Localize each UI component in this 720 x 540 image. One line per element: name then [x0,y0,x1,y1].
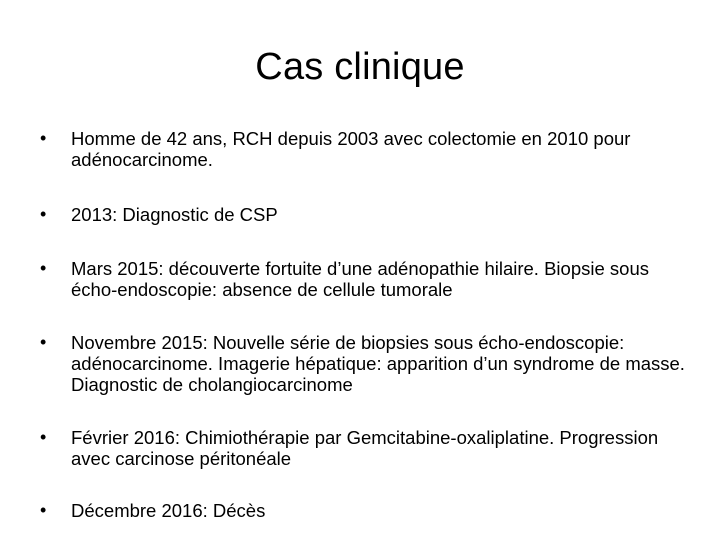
list-item-text: Homme de 42 ans, RCH depuis 2003 avec colectomie en 2010 pour adénocarcinome. [71,128,631,170]
list-item-text: Mars 2015: découverte fortuite d’une adénopathie hilaire. Biopsie sous écho-endoscopie: absence de cellule tumorale [71,258,649,300]
bullet-icon: • [40,500,47,520]
bullet-icon: • [40,128,47,148]
bullet-icon: • [40,332,47,352]
list-item [40,500,690,521]
list-item [40,332,690,395]
list-item-text: 2013: Diagnostic de CSP [71,204,278,225]
list-item [40,258,690,300]
list-item-text: Novembre 2015: Nouvelle série de biopsies sous écho-endoscopie: adénocarcinome. Imagerie hépatique: apparition d’un syndrome de masse. Diagnostic de cholangiocarcinome [71,332,685,395]
list-item-text: Février 2016: Chimiothérapie par Gemcitabine-oxaliplatine. Progression avec carcinose péritonéale [71,427,659,469]
list-item [40,204,690,225]
slide-title: Cas clinique [255,46,465,88]
list-item-text: Décembre 2016: Décès [71,500,266,521]
list-item [40,427,690,469]
list-item [40,128,690,170]
bullet-icon: • [40,258,47,278]
bullet-icon: • [40,204,47,224]
bullet-icon: • [40,427,47,447]
